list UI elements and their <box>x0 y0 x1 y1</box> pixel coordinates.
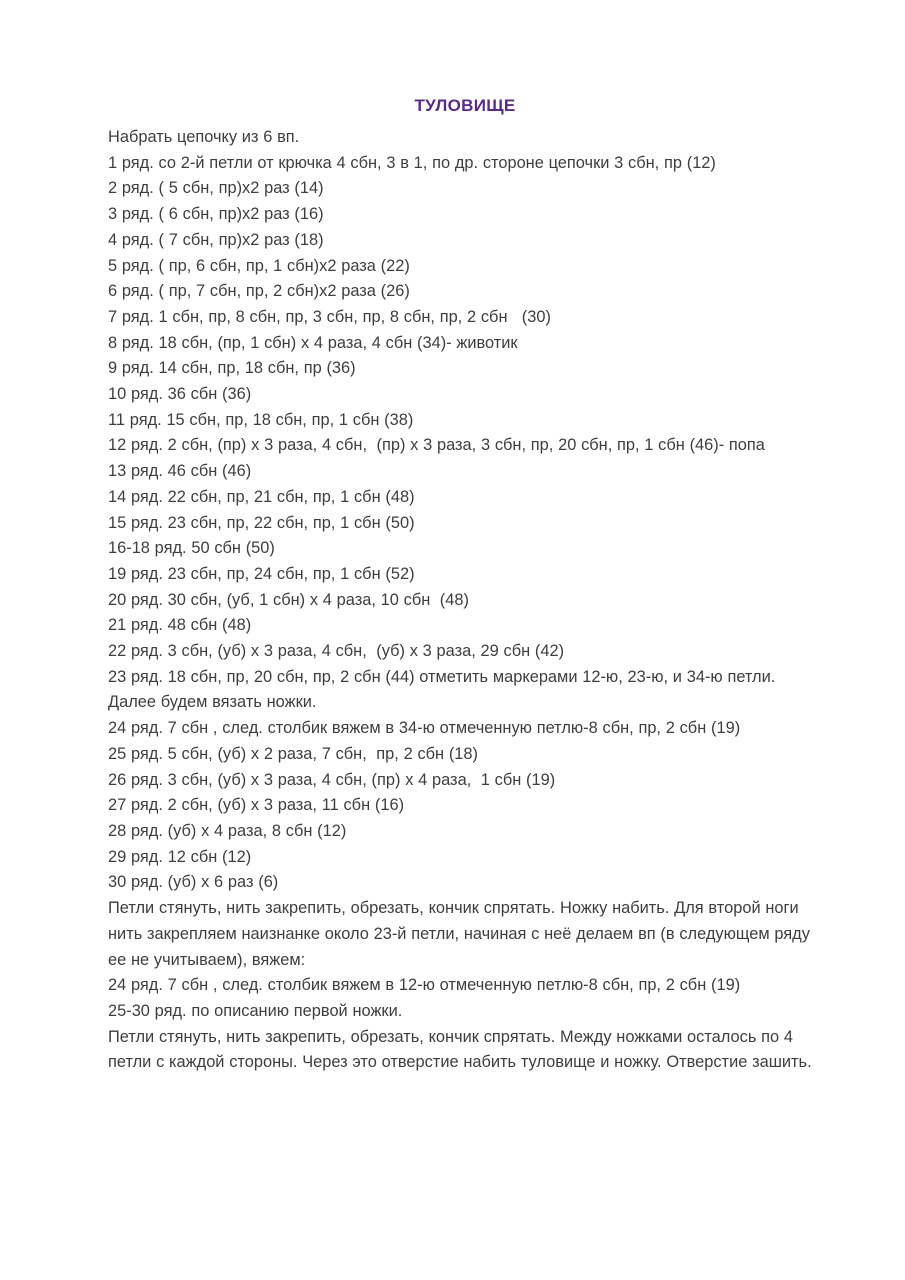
instruction-line: 26 ряд. 3 сбн, (уб) х 3 раза, 4 сбн, (пр) х 4 раза, 1 сбн (19) <box>108 770 556 789</box>
instruction-line: 7 ряд. 1 сбн, пр, 8 сбн, пр, 3 сбн, пр, 8 сбн, пр, 2 сбн (30) <box>108 307 551 326</box>
instruction-line: 16-18 ряд. 50 сбн (50) <box>108 539 275 558</box>
instruction-line: 25 ряд. 5 сбн, (уб) х 2 раза, 7 сбн, пр, 2 сбн (18) <box>108 744 478 763</box>
instruction-line: 29 ряд. 12 сбн (12) <box>108 847 252 866</box>
instruction-line: 30 ряд. (уб) х 6 раз (6) <box>108 873 279 892</box>
instruction-line: 22 ряд. 3 сбн, (уб) х 3 раза, 4 сбн, (уб) х 3 раза, 29 сбн (42) <box>108 642 565 661</box>
instruction-line: 12 ряд. 2 сбн, (пр) х 3 раза, 4 сбн, (пр) х 3 раза, 3 сбн, пр, 20 сбн, пр, 1 сбн (46)- попа <box>108 436 765 455</box>
instruction-line: 10 ряд. 36 сбн (36) <box>108 385 252 404</box>
instruction-line: 15 ряд. 23 сбн, пр, 22 сбн, пр, 1 сбн (50) <box>108 513 415 532</box>
instruction-line: 13 ряд. 46 сбн (46) <box>108 462 252 481</box>
instruction-line: 27 ряд. 2 сбн, (уб) х 3 раза, 11 сбн (16) <box>108 796 405 815</box>
page-title: ТУЛОВИЩЕ <box>414 96 516 115</box>
instruction-line: 23 ряд. 18 сбн, пр, 20 сбн, пр, 2 сбн (44) отметить маркерами 12-ю, 23-ю, и 34-ю петли. <box>108 667 776 686</box>
instruction-line: 19 ряд. 23 сбн, пр, 24 сбн, пр, 1 сбн (52) <box>108 564 415 583</box>
instruction-line: 2 ряд. ( 5 сбн, пр)х2 раз (14) <box>108 179 324 198</box>
instruction-line: Набрать цепочку из 6 вп. <box>108 128 300 146</box>
instruction-line: 4 ряд. ( 7 сбн, пр)х2 раз (18) <box>108 230 324 249</box>
instruction-line: 24 ряд. 7 сбн , след. столбик вяжем в 12-ю отмеченную петлю-8 сбн, пр, 2 сбн (19) <box>108 976 741 995</box>
instruction-line: 21 ряд. 48 сбн (48) <box>108 616 252 635</box>
instruction-line: 6 ряд. ( пр, 7 сбн, пр, 2 сбн)х2 раза (26) <box>108 282 410 301</box>
instruction-line: 28 ряд. (уб) х 4 раза, 8 сбн (12) <box>108 821 347 840</box>
instruction-line: 24 ряд. 7 сбн , след. столбик вяжем в 34-ю отмеченную петлю-8 сбн, пр, 2 сбн (19) <box>108 719 741 738</box>
instruction-line: 11 ряд. 15 сбн, пр, 18 сбн, пр, 1 сбн (38) <box>108 410 414 429</box>
instruction-line: Петли стянуть, нить закрепить, обрезать, кончик спрятать. Ножку набить. Для второй ноги нить закрепляем наизнанке около 23-й петли, начиная с неё делаем вп (в следующем ряду ее не учитываем), вяжем: <box>108 899 815 969</box>
instruction-line: 25-30 ряд. по описанию первой ножки. <box>108 1001 403 1020</box>
instruction-line: 8 ряд. 18 сбн, (пр, 1 сбн) х 4 раза, 4 сбн (34)- животик <box>108 333 518 352</box>
instruction-line: 5 ряд. ( пр, 6 сбн, пр, 1 сбн)х2 раза (22) <box>108 256 410 275</box>
instruction-line: 20 ряд. 30 сбн, (уб, 1 сбн) х 4 раза, 10 сбн (48) <box>108 590 469 609</box>
instruction-line: Далее будем вязать ножки. <box>108 693 317 712</box>
instruction-line: 14 ряд. 22 сбн, пр, 21 сбн, пр, 1 сбн (48) <box>108 487 415 506</box>
instruction-list <box>108 125 822 1076</box>
instruction-line: 3 ряд. ( 6 сбн, пр)х2 раз (16) <box>108 205 324 224</box>
instruction-line: 1 ряд. со 2-й петли от крючка 4 сбн, 3 в 1, по др. стороне цепочки 3 сбн, пр (12) <box>108 153 716 172</box>
instruction-line: Петли стянуть, нить закрепить, обрезать, кончик спрятать. Между ножками осталось по 4 петли с каждой стороны. Через это отверстие набить туловище и ножку. Отверстие зашить. <box>108 1027 812 1072</box>
instruction-line: 9 ряд. 14 сбн, пр, 18 сбн, пр (36) <box>108 359 356 378</box>
